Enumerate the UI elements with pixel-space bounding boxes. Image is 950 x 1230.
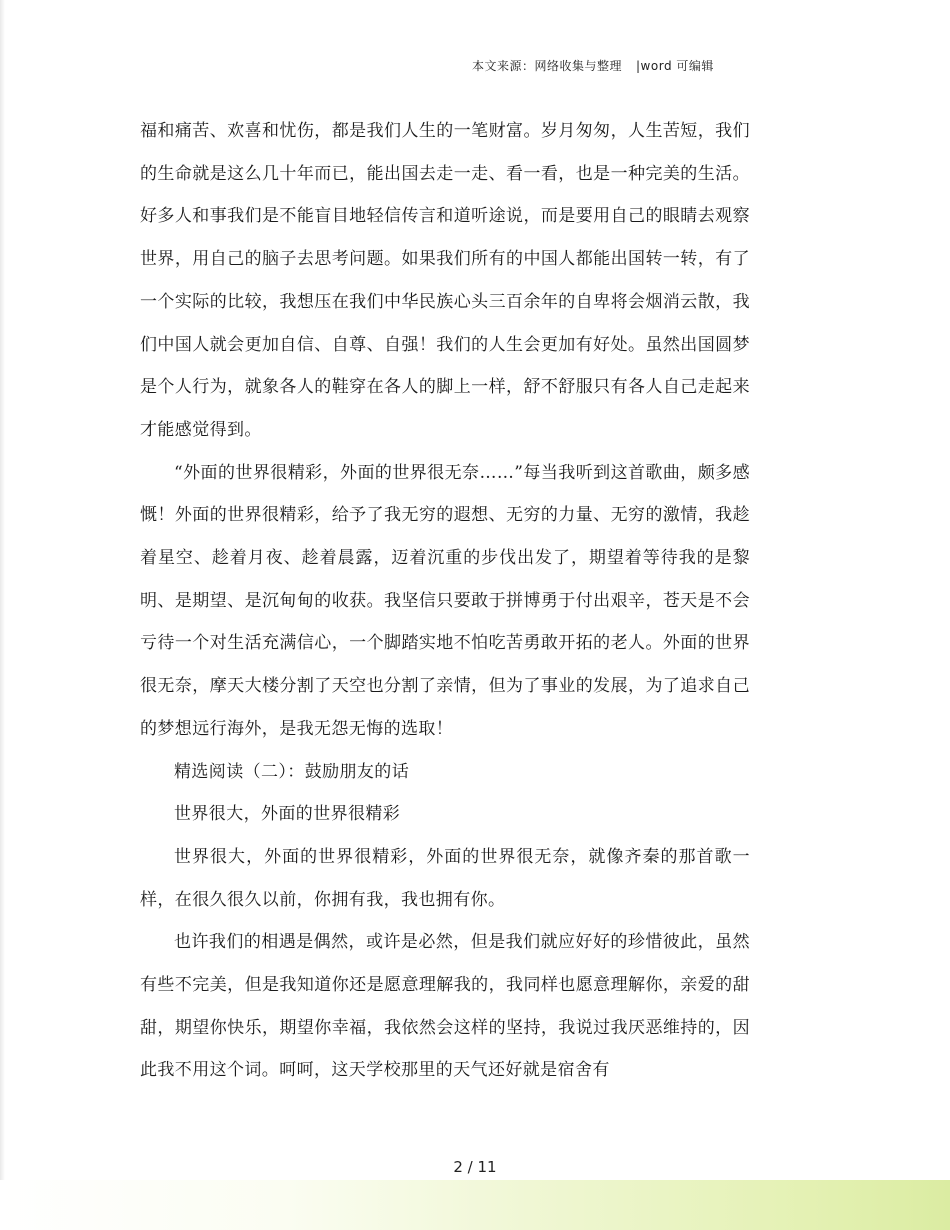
paragraph-4: 也许我们的相遇是偶然，或许是必然，但是我们就应好好的珍惜彼此，虽然有些不完美，但是我知道你还是愿意理解我的，我同样也愿意理解你，亲爱的甜甜，期望你快乐，期望你幸福，我依然会这样的坚持，我说过我厌恶维持的，因此我不用这个词。呵呵，这天学校那里的天气还好就是宿舍有 xyxy=(140,932,750,1081)
paragraph-2: “外面的世界很精彩，外面的世界很无奈……”每当我听到这首歌曲，颇多感慨！外面的世界很精彩，给予了我无穷的遐想、无穷的力量、无穷的激情，我趁着星空、趁着月夜、趁着晨露，迈着沉重的步伐出发了，期望着等待我的是黎明、是期望、是沉甸甸的收获。我坚信只要敢于拼博勇于付出艰辛，苍天是不会亏待一个对生活充满信心，一个脚踏实地不怕吃苦勇敢开拓的老人。外面的世界很无奈，摩天大楼分割了天空也分割了亲情，但为了事业的发展，为了追求自己的梦想远行海外，是我无怨无悔的选取！ xyxy=(140,462,750,739)
document-body xyxy=(140,110,750,1092)
page-header xyxy=(472,57,714,74)
header-word-editable: |word 可编辑 xyxy=(636,59,714,73)
page-number: 2 / 11 xyxy=(453,1158,497,1176)
footer-decorative-band xyxy=(0,1180,950,1230)
header-source: 本文来源：网络收集与整理 xyxy=(472,59,623,73)
page-left-edge xyxy=(0,0,5,1230)
article-title: 世界很大，外面的世界很精彩 xyxy=(174,804,401,825)
section-heading: 精选阅读（二）：鼓励朋友的话 xyxy=(174,761,410,782)
paragraph-3: 世界很大，外面的世界很精彩，外面的世界很无奈，就像齐秦的那首歌一样，在很久很久以前，你拥有我，我也拥有你。 xyxy=(140,846,750,910)
paragraph-1: 福和痛苦、欢喜和忧伤，都是我们人生的一笔财富。岁月匆匆，人生苦短，我们的生命就是这么几十年而已，能出国去走一走、看一看，也是一种完美的生活。好多人和事我们是不能盲目地轻信传言和道听途说，而是要用自己的眼睛去观察世界，用自己的脑子去思考问题。如果我们所有的中国人都能出国转一转，有了一个实际的比较，我想压在我们中华民族心头三百余年的自卑将会烟消云散，我们中国人就会更加自信、自尊、自强！我们的人生会更加有好处。虽然出国圆梦是个人行为，就象各人的鞋穿在各人的脚上一样，舒不舒服只有各人自己走起来才能感觉得到。 xyxy=(140,121,750,440)
